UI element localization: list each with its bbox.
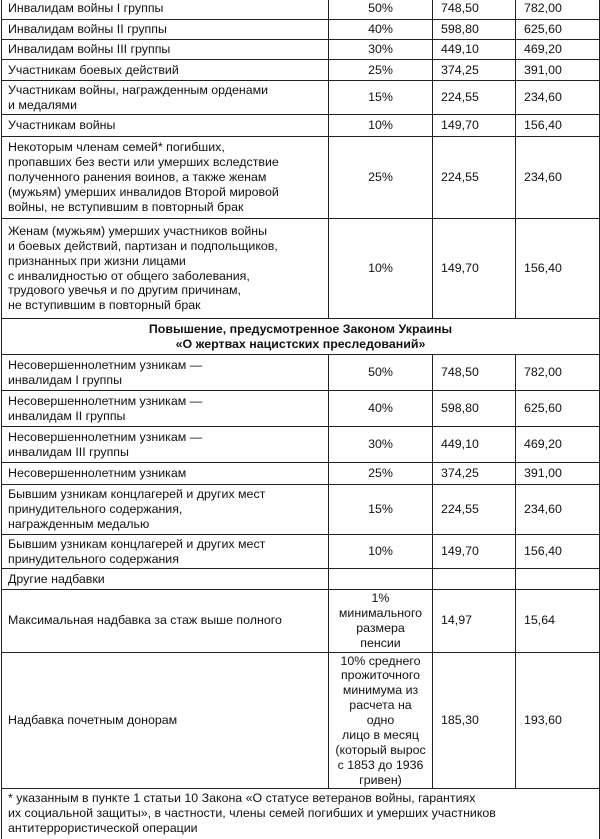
row-value-2: 15,64: [516, 590, 600, 653]
row-value-1: 185,30: [433, 652, 516, 789]
row-label: Участникам боевых действий: [2, 60, 329, 81]
row-value-1: 598,80: [433, 391, 516, 427]
table-row: [2, 391, 600, 427]
row-value-1: 449,10: [433, 427, 516, 463]
row-value-2: 156,40: [516, 535, 600, 569]
table-row: [2, 60, 600, 81]
row-percent: 40%: [329, 20, 433, 40]
row-label: Несовершеннолетним узникам — инвалидам I группы: [2, 355, 329, 391]
row-percent: 1% минимального размера пенсии: [329, 590, 433, 653]
table-row: [2, 485, 600, 535]
row-value-2: 782,00: [516, 0, 600, 20]
row-value-1: 149,70: [433, 115, 516, 137]
row-label: Инвалидам войны I группы: [2, 0, 329, 20]
row-label: Женам (мужьям) умерших участников войны и боевых действий, партизан и подпольщиков, признанных при жизни лицами с инвалидностью от общего заболевания, трудового увечья и по другим причинам, не вступившим в повторный брак: [2, 219, 329, 319]
row-percent: 25%: [329, 463, 433, 485]
row-label: Некоторым членам семей* погибших, пропавших без вести или умерших вследствие полученного ранения воинов, а также женам (мужьям) умерших инвалидов Второй мировой войны, не вступившим в повторный брак: [2, 137, 329, 219]
row-value-1: 149,70: [433, 219, 516, 319]
row-value-2: 391,00: [516, 463, 600, 485]
row-value-2: 193,60: [516, 652, 600, 789]
section-header: Повышение, предусмотренное Законом Украины «О жертвах нацистских преследований»: [2, 319, 600, 355]
row-label: Максимальная надбавка за стаж выше полного: [2, 590, 329, 653]
row-percent: 30%: [329, 427, 433, 463]
row-value-1: 374,25: [433, 463, 516, 485]
row-value-1: 449,10: [433, 40, 516, 60]
row-label: Участникам войны, награжденным орденами и медалями: [2, 81, 329, 115]
table-row: [2, 652, 600, 789]
other-header-row: [2, 569, 600, 590]
row-label: Бывшим узникам концлагерей и других мест принудительного содержания, награжденным медалью: [2, 485, 329, 535]
row-percent: 10%: [329, 115, 433, 137]
row-percent: 50%: [329, 0, 433, 20]
table-row: [2, 20, 600, 40]
table-row: [2, 81, 600, 115]
row-percent: 10%: [329, 219, 433, 319]
row-value-1: 748,50: [433, 0, 516, 20]
row-value-2: 625,60: [516, 391, 600, 427]
row-percent: 25%: [329, 60, 433, 81]
row-label: Инвалидам войны III группы: [2, 40, 329, 60]
row-percent: 10% среднего прожиточного минимума из расчета на одно лицо в месяц (который вырос с 1853 до 1936 гривен): [329, 652, 433, 789]
row-label: Несовершеннолетним узникам: [2, 463, 329, 485]
row-value-1: 748,50: [433, 355, 516, 391]
row-value-1: 149,70: [433, 535, 516, 569]
row-percent: 15%: [329, 81, 433, 115]
footnote: * указанным в пункте 1 статьи 10 Закона «О статусе ветеранов войны, гарантиях их социальной защиты», в частности, члены семей погибших и умерших участников антитеррористической операции: [2, 789, 600, 839]
table-row: [2, 40, 600, 60]
row-value-2: 469,20: [516, 427, 600, 463]
row-value-2: 469,20: [516, 40, 600, 60]
row-value-2: 156,40: [516, 115, 600, 137]
row-percent: 30%: [329, 40, 433, 60]
row-value-2: 234,60: [516, 485, 600, 535]
row-percent: 10%: [329, 535, 433, 569]
row-label: Надбавка почетным донорам: [2, 652, 329, 789]
row-value-1: 374,25: [433, 60, 516, 81]
row-value-2: 625,60: [516, 20, 600, 40]
table-row: [2, 0, 600, 20]
row-label: Инвалидам войны II группы: [2, 20, 329, 40]
row-value-1: 14,97: [433, 590, 516, 653]
row-label: Бывшим узникам концлагерей и других мест принудительного содержания: [2, 535, 329, 569]
row-value-2: 782,00: [516, 355, 600, 391]
other-supplements-header: Другие надбавки: [2, 569, 329, 590]
table-row: [2, 463, 600, 485]
row-value-2: 391,00: [516, 60, 600, 81]
row-percent: 15%: [329, 485, 433, 535]
row-value-1: 598,80: [433, 20, 516, 40]
row-value-2: 234,60: [516, 81, 600, 115]
row-label: Участникам войны: [2, 115, 329, 137]
pension-supplements-table: [1, 0, 600, 839]
row-percent: 40%: [329, 391, 433, 427]
row-percent: 50%: [329, 355, 433, 391]
table-row: [2, 590, 600, 653]
row-value-1: 224,55: [433, 81, 516, 115]
row-value-2: 156,40: [516, 219, 600, 319]
table-row: [2, 535, 600, 569]
table-row: [2, 427, 600, 463]
table-row: [2, 115, 600, 137]
row-percent: 25%: [329, 137, 433, 219]
row-value-2: 234,60: [516, 137, 600, 219]
row-value-1: 224,55: [433, 137, 516, 219]
footnote-row: [2, 789, 600, 839]
row-label: Несовершеннолетним узникам — инвалидам II группы: [2, 391, 329, 427]
table-row: [2, 137, 600, 219]
section-header-row: [2, 319, 600, 355]
table-row: [2, 219, 600, 319]
row-value-1: 224,55: [433, 485, 516, 535]
table-row: [2, 355, 600, 391]
row-label: Несовершеннолетним узникам — инвалидам III группы: [2, 427, 329, 463]
